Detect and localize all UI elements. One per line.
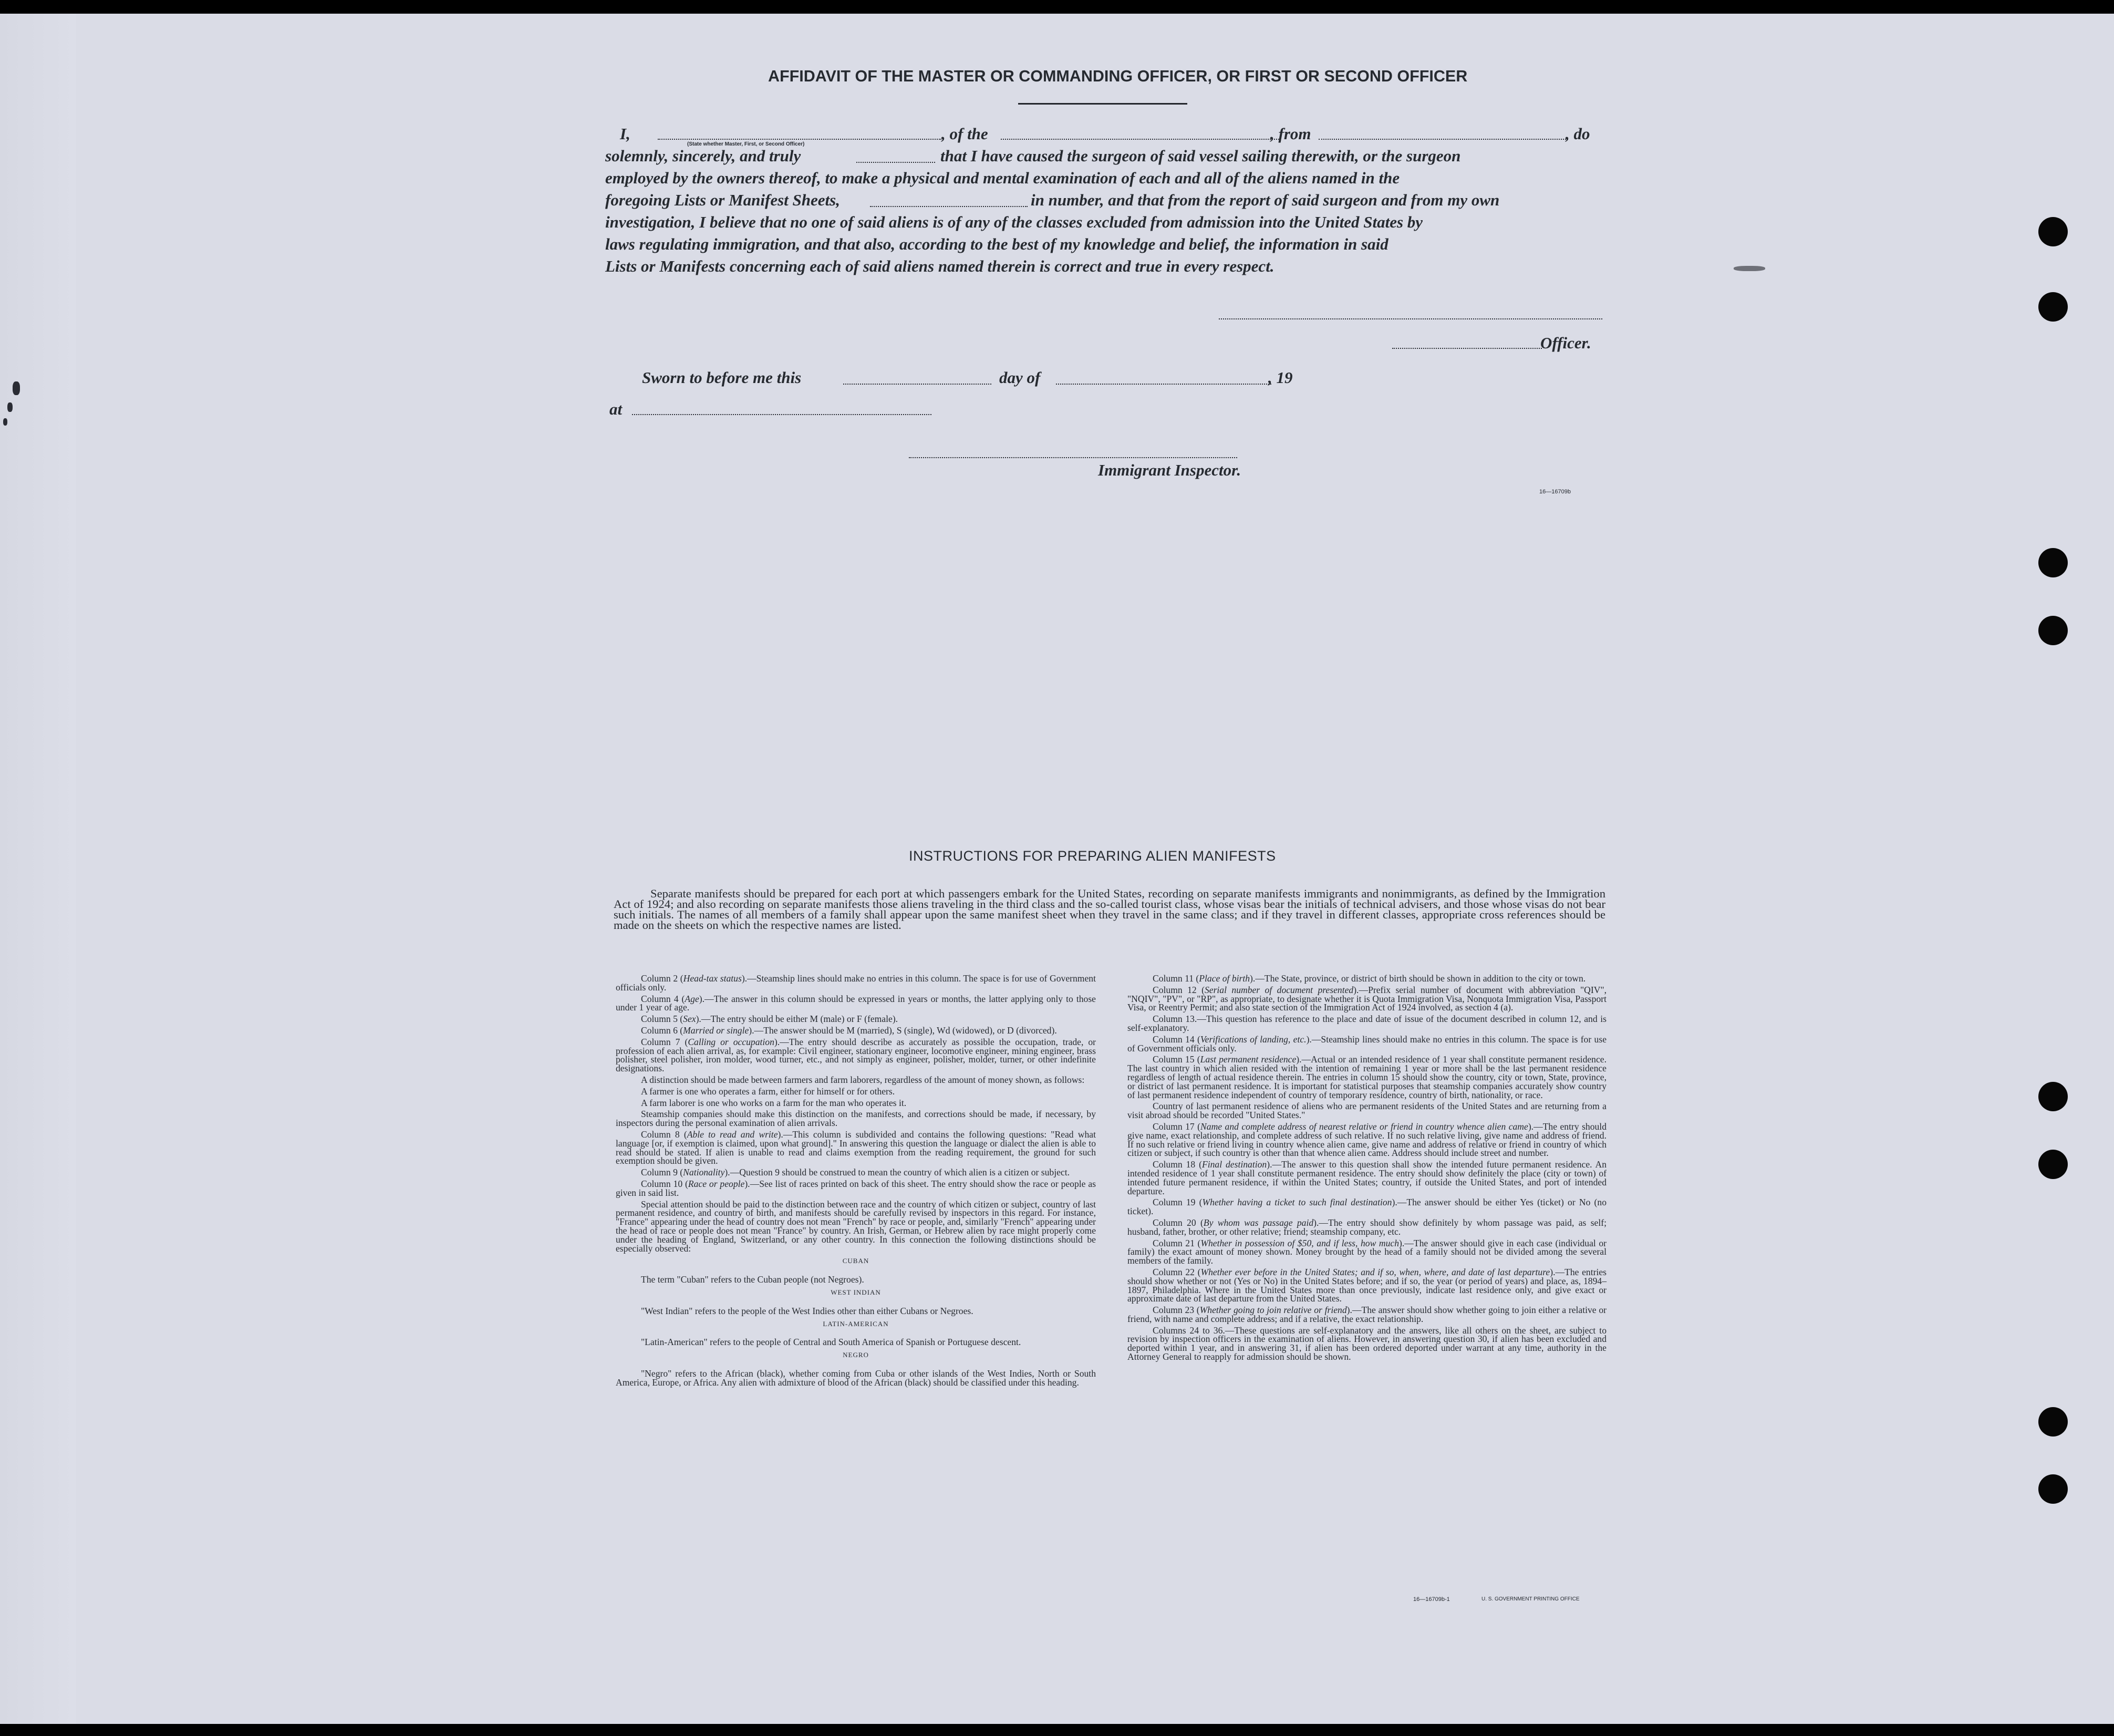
binder-hole	[2038, 1082, 2068, 1111]
instruction-paragraph	[616, 1369, 1096, 1387]
binder-hole	[2038, 292, 2068, 322]
ink-speck	[13, 381, 20, 395]
instruction-text: —This question has reference to the place and date of issue of the document described in column 12, and is self-explanatory.	[1127, 1014, 1607, 1033]
instruction-paragraph	[1127, 1268, 1607, 1303]
instruction-text: —Actual or an intended residence of 1 year shall constitute permanent residence. The last country in which alien resided with the intention of remaining 1 year or more shall be the last permanent residence regardless of length of actual residence therein. The entries in column 15 should show the country, city or town, State, province, or district of last permanent residence. It is important for statistical purposes that steamship companies accurately show country of last permanent residence independent of country of temporary residence, country of birth, nationality, or race.	[1127, 1054, 1607, 1100]
instruction-text: A farm laborer is one who works on a farm for the man who operates it.	[641, 1097, 907, 1108]
instruction-paragraph	[616, 1338, 1096, 1347]
instruction-text: —The answer should be M (married), S (single), Wd (widowed), or D (divorced).	[754, 1025, 1057, 1036]
blank-line	[843, 384, 991, 385]
section-heading: WEST INDIAN	[831, 1288, 881, 1296]
column-heading: Column 2 (Head-tax status).	[641, 973, 748, 984]
column-heading: Columns 24 to 36.	[1153, 1325, 1225, 1336]
instruction-text: A distinction should be made between farmers and farm laborers, regardless of the amount of money shown, as follows:	[641, 1074, 1085, 1085]
blank-line	[658, 139, 941, 140]
officer-label: Officer.	[1540, 334, 1591, 352]
instruction-paragraph	[616, 1275, 1096, 1284]
officer-rank-note: (State whether Master, First, or Second Officer)	[687, 141, 805, 147]
instruction-text: Steamship companies should make this distinction on the manifests, and corrections should be made, if necessary, by inspectors during the personal examination of alien arrivals.	[616, 1109, 1096, 1129]
section-heading: NEGRO	[843, 1351, 869, 1359]
instruction-paragraph	[616, 1026, 1096, 1035]
instruction-paragraph	[1127, 1160, 1607, 1195]
section-heading: CUBAN	[842, 1257, 869, 1265]
instruction-paragraph	[616, 1110, 1096, 1128]
section-heading: LATIN-AMERICAN	[823, 1319, 889, 1328]
instruction-paragraph	[1127, 1218, 1607, 1236]
footer-code: 16—16709b-1	[1413, 1596, 1450, 1603]
column-heading: Column 10 (Race or people).	[641, 1178, 750, 1189]
instruction-text: —This column is subdivided and contains the following questions: "Read what language [or, if exemption is claimed, upon what ground]." In answering this question the language or dialect the alien is able to read should be stated. If alien is unable to read and claims exemption from the reading requirement, the ground for such exemption should be given.	[616, 1129, 1096, 1166]
instruction-text: A farmer is one who operates a farm, either for himself or for others.	[641, 1086, 895, 1097]
instruction-text: The term "Cuban" refers to the Cuban people (not Negroes).	[641, 1274, 864, 1285]
instructions-title: INSTRUCTIONS FOR PREPARING ALIEN MANIFESTS	[909, 848, 1276, 864]
instruction-text: Special attention should be paid to the distinction between race and the country of which citizen or subject, country of last permanent residence, and country of birth, and manifests should be carefully revised by inspectors in this regard. For instance, "France" appearing under the head of country does not mean "French" by race or people, and, similarly "French" appearing under the head of race or people does not mean "France" by country. An Irish, German, or Hebrew alien by race might properly come under the heading of England, Switzerland, or any other country. In this connection the following distinctions should be especially observed:	[616, 1198, 1096, 1254]
affidavit-line6: laws regulating immigration, and that also, according to the best of my knowledge and belief, the information in said	[605, 235, 1388, 253]
column-heading: Column 21 (Whether in possession of $50, and if less, how much).	[1153, 1237, 1405, 1248]
instruction-paragraph	[616, 995, 1096, 1012]
column-heading: Column 9 (Nationality).	[641, 1167, 730, 1178]
instruction-paragraph	[616, 1200, 1096, 1253]
day-of-text: day of	[999, 368, 1041, 387]
blank-line	[632, 414, 931, 415]
instruction-paragraph	[1127, 1055, 1607, 1099]
column-heading: Column 15 (Last permanent residence).	[1153, 1054, 1302, 1065]
instruction-text: "Latin-American" refers to the people of Central and South America of Spanish or Portuguese descent.	[641, 1337, 1021, 1348]
column-heading: Column 11 (Place of birth).	[1153, 973, 1256, 984]
instruction-paragraph	[1127, 1015, 1607, 1032]
column-heading: Column 8 (Able to read and write).	[641, 1129, 783, 1140]
instruction-text: —The answer to this question shall show the intended future permanent residence. An intended residence of 1 year shall constitute permanent residence. The entry should show definitely the place (city or town) of intended future permanent residence, if within the United States; country, if outside the United States, and port of intended departure.	[1127, 1159, 1607, 1196]
instruction-paragraph	[616, 1099, 1096, 1108]
binder-hole	[2038, 616, 2068, 645]
affidavit-title: AFFIDAVIT OF THE MASTER OR COMMANDING OFFICER, OR FIRST OR SECOND OFFICER	[768, 67, 1468, 85]
binder-hole	[2038, 1407, 2068, 1437]
instruction-text: —Steamship lines should make no entries in this column. The space is for use of Government officials only.	[1127, 1034, 1607, 1053]
sworn-text: Sworn to before me this	[642, 368, 802, 387]
affidavit-line4a: foregoing Lists or Manifest Sheets,	[605, 191, 840, 209]
title-underline	[1018, 103, 1187, 105]
column-heading: Column 20 (By whom was passage paid).	[1153, 1217, 1319, 1228]
instructions-left-column	[616, 974, 1096, 1389]
column-heading: Column 23 (Whether going to join relative or friend).	[1153, 1305, 1352, 1316]
column-heading: Column 6 (Married or single).	[641, 1025, 754, 1036]
instruction-text: —The answer in this column should be expressed in years or months, the latter applying only to those under 1 year of age.	[616, 993, 1096, 1013]
instruction-text: —The answer should show whether going to join either a relative or friend, with name and complete address; and if a relative, the exact relationship.	[1127, 1305, 1607, 1324]
instruction-paragraph	[616, 1180, 1096, 1197]
affidavit-of-the: , of the	[941, 125, 988, 143]
instruction-paragraph	[1127, 1239, 1607, 1265]
blank-line	[870, 206, 1028, 207]
instruction-paragraph	[616, 1038, 1096, 1073]
instruction-paragraph	[616, 1168, 1096, 1177]
column-heading: Column 17 (Name and complete address of nearest relative or friend in country whence alien came).	[1153, 1121, 1534, 1132]
affidavit-line3: employed by the owners thereof, to make a physical and mental examination of each and all of the aliens named in the	[605, 169, 1400, 187]
instruction-text: —The entry should describe as accurately as possible the occupation, trade, or profession of each alien arrival, as, for example: Civil engineer, stationary engineer, locomotive engineer, mining engineer, brass polisher, steel polisher, iron molder, wood turner, etc., and not simply as engineer, polisher, molder, turner, or other indefinite designations.	[616, 1036, 1096, 1074]
affidavit-line2a: solemnly, sincerely, and truly	[605, 147, 801, 165]
column-heading: Column 4 (Age).	[641, 993, 705, 1004]
column-heading: Column 19 (Whether having a ticket to such final destination).	[1153, 1197, 1397, 1208]
signature-line	[1219, 318, 1602, 319]
instruction-paragraph	[616, 974, 1096, 992]
instruction-text: —The entry should give name, exact relationship, and complete address of such relative. If no such relative living, give name and address of friend. If no such relative or friend living in country whence alien came, give name and address of relative or friend in country of which citizen or subject, if such country is other than that whence alien came. Address should include street and number.	[1127, 1121, 1607, 1159]
blank-line	[1001, 139, 1279, 140]
signature-line	[1392, 348, 1542, 349]
binder-hole	[2038, 1150, 2068, 1179]
inspector-label: Immigrant Inspector.	[1098, 461, 1241, 479]
page-edge	[0, 14, 76, 1724]
affidavit-line2b: that I have caused the surgeon of said vessel sailing therewith, or the surgeon	[940, 147, 1461, 165]
manifest-sheet	[0, 14, 2114, 1724]
instruction-paragraph	[1127, 1102, 1607, 1120]
instruction-text: —Steamship lines should make no entries in this column. The space is for use of Government officials only.	[616, 973, 1096, 993]
instruction-text: —The entry should show definitely by whom passage was paid, as self; husband, father, brother, or other relative; friend; steamship company, etc.	[1127, 1217, 1607, 1237]
instruction-paragraph	[1127, 1122, 1607, 1158]
blank-line	[856, 162, 935, 163]
affidavit-i: I,	[620, 125, 630, 143]
instruction-text: —The entry should be either M (male) or F (female).	[701, 1014, 898, 1025]
instruction-text: —These questions are self-explanatory and the answers, like all others on the sheet, are subject to revision by inspection officers in the examination of aliens. However, in answering question 30, if alien has been excluded and deported within 1 year, and in answering 31, if alien has been ordered deported under warrant at any time, authority in the Attorney General to reapply for admission should be shown.	[1127, 1325, 1607, 1362]
binder-hole	[2038, 548, 2068, 577]
instructions-right-column	[1127, 974, 1607, 1364]
blank-line	[1056, 384, 1271, 385]
binder-hole	[2038, 1474, 2068, 1504]
column-heading: Column 12 (Serial number of document presented).	[1153, 984, 1359, 995]
column-heading: Column 5 (Sex).	[641, 1014, 701, 1025]
affidavit-line7: Lists or Manifests concerning each of said aliens named therein is correct and true in every respect.	[605, 257, 1274, 275]
affidavit-from: , from	[1270, 125, 1311, 143]
binder-hole	[2038, 217, 2068, 246]
column-heading: Column 18 (Final destination).	[1153, 1159, 1272, 1170]
instruction-paragraph	[616, 1015, 1096, 1024]
signature-line	[909, 457, 1237, 458]
instruction-paragraph	[616, 1307, 1096, 1316]
instruction-paragraph	[616, 1130, 1096, 1165]
affidavit-do: , do	[1566, 125, 1590, 143]
instruction-text: —See list of races printed on back of this sheet. The entry should show the race or people as given in said list.	[616, 1178, 1096, 1198]
instruction-text: "Negro" refers to the African (black), whether coming from Cuba or other islands of the West Indies, North or South America, Europe, or Africa. Any alien with admixture of blood of the African (black) should be classified under this heading.	[616, 1368, 1096, 1388]
column-heading: Column 14 (Verifications of landing, etc.).	[1153, 1034, 1312, 1045]
ink-speck	[3, 418, 7, 426]
instruction-text: —The answer should be either Yes (ticket) or No (no ticket).	[1127, 1197, 1607, 1217]
instruction-paragraph	[1127, 986, 1607, 1012]
blank-line	[1319, 139, 1568, 140]
printer-label: U. S. GOVERNMENT PRINTING OFFICE	[1481, 1596, 1580, 1602]
year-text: , 19	[1268, 368, 1293, 387]
affidavit-line5: investigation, I believe that no one of said aliens is of any of the classes excluded from admission into the United States by	[605, 213, 1423, 231]
column-heading: Column 7 (Calling or occupation).	[641, 1036, 780, 1047]
instruction-paragraph	[1127, 1198, 1607, 1216]
instruction-text: "West Indian" refers to the people of the West Indies other than either Cubans or Negroes.	[641, 1305, 973, 1316]
instruction-paragraph	[1127, 1306, 1607, 1324]
instruction-text: —The entries should show whether or not (Yes or No) in the United States before; and if so, the year (or period of years) and place, as, 1894–1897, Philadelphia. Where in the United States more than once previously, indicate last residence only, and give exact or approximate date of last departure from the United States.	[1127, 1266, 1607, 1304]
column-heading: Column 22 (Whether ever before in the United States; and if so, when, where, and date of last departure).	[1153, 1266, 1556, 1277]
instruction-text: —Question 9 should be construed to mean the country of which alien is a citizen or subject.	[730, 1167, 1070, 1178]
instruction-text: Country of last permanent residence of aliens who are permanent residents of the United States and are returning from a visit abroad should be recorded "United States."	[1127, 1101, 1607, 1121]
instructions-intro: Separate manifests should be prepared for each port at which passengers embark for the United States, recording on separate manifests immigrants and nonimmigrants, as defined by the Immigration Act of 1924; and also recording on separate manifests those aliens traveling in the third class and the so-called tourist class, whose visas bear the initials of technical advisers, and those whose visas do not bear such initials. The names of all members of a family shall appear upon the same manifest sheet when they travel in the same class; and if they travel in different classes, appropriate cross references should be made on the sheets on which the respective names are listed.	[614, 887, 1605, 932]
instruction-text: —Prefix serial number of document with abbreviation "QIV", "NQIV", "PV", or "RP", as appropriate, to designate whether it is Quota Immigration Visa, Nonquota Immigration Visa, Passport Visa, or Reentry Permit; and also state section of the Immigration Act of 1924 involved, as section 4 (a).	[1127, 984, 1607, 1013]
ink-speck	[7, 402, 13, 412]
instruction-paragraph	[616, 1076, 1096, 1084]
instruction-paragraph	[1127, 1326, 1607, 1361]
form-code: 16—16709b	[1539, 489, 1571, 495]
affidavit-line4b: in number, and that from the report of said surgeon and from my own	[1031, 191, 1500, 209]
instruction-text: —The State, province, or district of birth should be shown in addition to the city or town.	[1255, 973, 1586, 984]
ink-speck	[1734, 266, 1765, 271]
column-heading: Column 13.	[1153, 1014, 1197, 1025]
instruction-paragraph	[616, 1087, 1096, 1096]
instruction-text: —The answer should give in each case (individual or family) the exact amount of money shown. Money brought by the head of a family should not be divided among the several members of the family.	[1127, 1237, 1607, 1266]
instruction-paragraph	[1127, 974, 1607, 983]
instruction-paragraph	[1127, 1035, 1607, 1053]
at-text: at	[609, 400, 623, 418]
